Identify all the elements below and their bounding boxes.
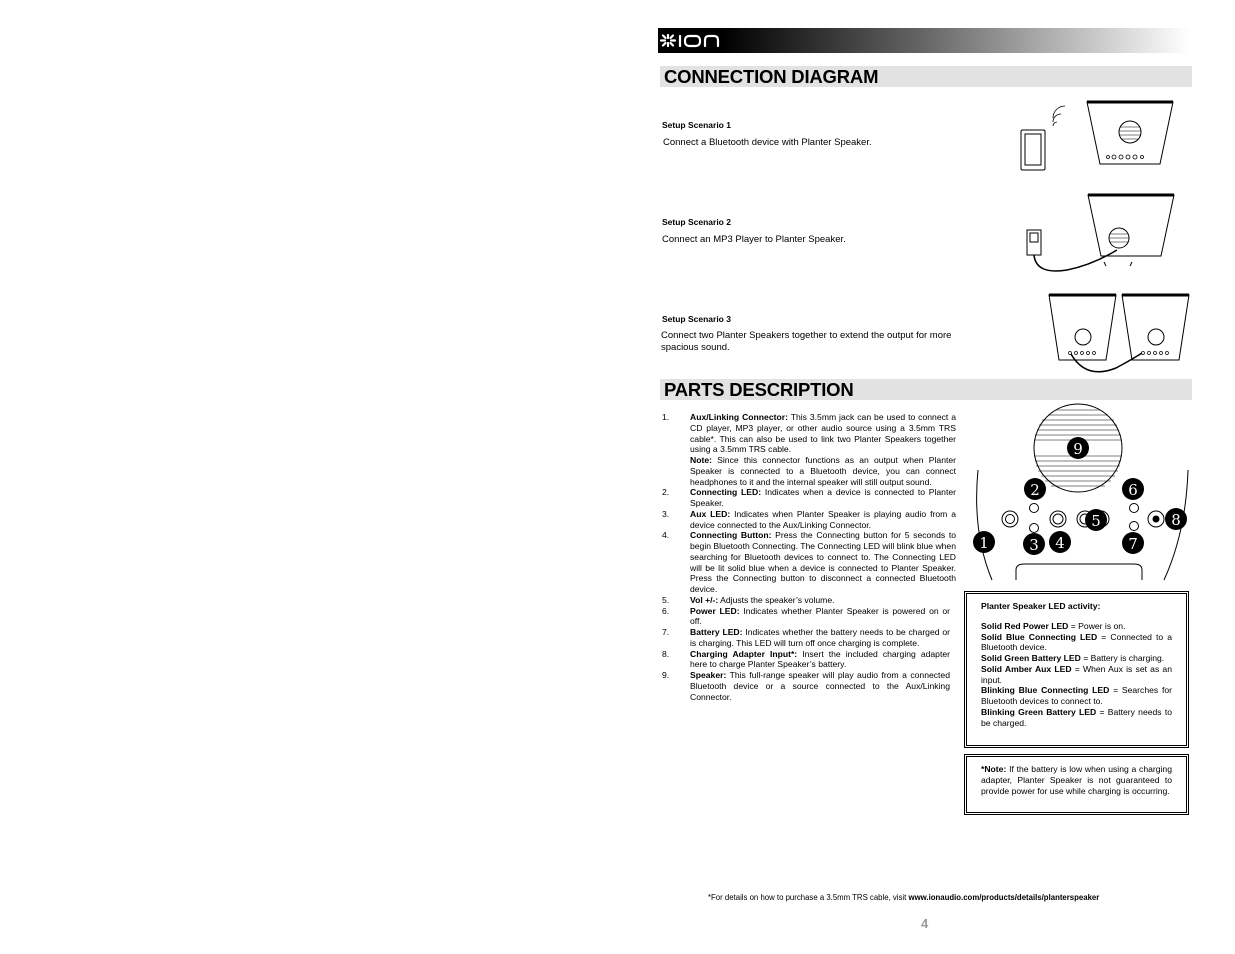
callout-3: 3 bbox=[1029, 536, 1039, 554]
list-item: 9. Speaker: This full-range speaker will play audio from a connected Bluetooth device or a source connected to the Aux/Linking Connector. bbox=[662, 670, 950, 702]
aux-connector-jack bbox=[1002, 511, 1018, 527]
callout-1: 1 bbox=[979, 534, 989, 552]
led-row: Solid Green Battery LED = Battery is charging. bbox=[981, 653, 1165, 663]
planter-speaker bbox=[1088, 195, 1174, 256]
led-row: Blinking Green Battery LED = Battery needs to be charged. bbox=[981, 706, 1172, 728]
scenario-3-text: Connect two Planter Speakers together to extend the output for more spacious sound. bbox=[661, 330, 952, 353]
scenario-1-illustration bbox=[1015, 96, 1193, 178]
aux-led bbox=[1030, 524, 1039, 533]
scenario-1-heading: Setup Scenario 1 bbox=[662, 120, 731, 130]
connecting-button bbox=[1050, 511, 1066, 527]
parts-description-bar bbox=[660, 379, 1192, 400]
power-led bbox=[1130, 504, 1139, 513]
battery-note-box: *Note: If the battery is low when using a charging adapter, Planter Speaker is not guaranteed to provide power for use while charging is occurring. bbox=[964, 754, 1189, 815]
scenario-3-heading: Setup Scenario 3 bbox=[662, 314, 731, 324]
list-item: 4. Connecting Button: Press the Connecting button for 5 seconds to begin Bluetooth Connecting. The Connecting LED will blink blue when searching for Bluetooth devices to connect to. The Connecting LED will be lit solid blue when a device is connected to Planter Speaker. Press the Connecting button to disconnect a connected Bluetooth device. bbox=[662, 530, 956, 594]
callout-2: 2 bbox=[1030, 481, 1040, 499]
footnote-link[interactable]: www.ionaudio.com/products/details/planterspeaker bbox=[908, 893, 1100, 902]
led-row: Solid Amber Aux LED = When Aux is set as an input. bbox=[981, 663, 1172, 685]
connecting-led bbox=[1030, 504, 1039, 513]
page-number: 4 bbox=[921, 916, 929, 931]
bluetooth-waves-icon bbox=[1053, 106, 1065, 126]
parts-list bbox=[662, 412, 956, 702]
header-banner bbox=[658, 28, 1190, 53]
led-box-title: Planter Speaker LED activity: bbox=[981, 601, 1101, 611]
connection-diagram-title: CONNECTION DIAGRAM bbox=[664, 66, 879, 87]
planter-speaker bbox=[1087, 102, 1173, 164]
list-item: 3. Aux LED: Indicates when Planter Speaker is playing audio from a device connected to the Aux/Linking Connector. bbox=[662, 508, 956, 530]
callout-9: 9 bbox=[1073, 440, 1083, 458]
scenario-3-illustration bbox=[1046, 290, 1192, 374]
callout-5: 5 bbox=[1091, 512, 1101, 530]
scenario-1-text: Connect a Bluetooth device with Planter Speaker. bbox=[663, 137, 872, 148]
callout-4: 4 bbox=[1055, 534, 1065, 552]
ion-logo bbox=[658, 28, 738, 53]
aux-cable bbox=[1034, 250, 1117, 271]
parts-description-title: PARTS DESCRIPTION bbox=[664, 379, 854, 400]
scenario-2-text: Connect an MP3 Player to Planter Speaker. bbox=[662, 234, 846, 245]
list-item: 6. Power LED: Indicates whether Planter Speaker is powered on or off. bbox=[662, 605, 950, 627]
speaker-body-left-edge bbox=[977, 470, 992, 580]
callout-8: 8 bbox=[1171, 511, 1181, 529]
parts-diagram bbox=[964, 402, 1192, 584]
list-item: 1. Aux/Linking Connector: This 3.5mm jack can be used to connect a CD player, MP3 player, or other audio source using a 3.5mm TRS cable*. This can also be used to link two Planter Speakers together using a 3.5mm TRS cable. Note: Since this connector functions as an output when Planter Speaker is connected to a Bluetooth device, you can connect headphones to it and the internal speaker will still output sound. bbox=[662, 412, 956, 487]
led-row: Solid Red Power LED = Power is on. bbox=[981, 620, 1126, 631]
list-item: 5. Vol +/-: Adjusts the speaker’s volume. bbox=[662, 594, 835, 605]
scenario-2-heading: Setup Scenario 2 bbox=[662, 217, 731, 227]
callout-7: 7 bbox=[1128, 535, 1138, 553]
connection-diagram-bar bbox=[660, 66, 1192, 87]
led-activity-box bbox=[964, 591, 1189, 748]
callout-6: 6 bbox=[1128, 481, 1138, 499]
planter-speaker-left bbox=[1049, 295, 1116, 360]
scenario-2-illustration bbox=[1022, 190, 1192, 272]
list-item: 8. Charging Adapter Input*: Insert the included charging adapter here to charge Planter Speaker’s battery. bbox=[662, 648, 950, 670]
led-row: Blinking Blue Connecting LED = Searches for Bluetooth devices to connect to. bbox=[981, 685, 1172, 706]
list-item: 2. Connecting LED: Indicates when a device is connected to Planter Speaker. bbox=[662, 487, 956, 508]
planter-speaker-right bbox=[1122, 295, 1189, 360]
led-row: Solid Blue Connecting LED = Connected to a Bluetooth device. bbox=[981, 631, 1172, 653]
battery-led bbox=[1130, 522, 1139, 531]
list-item: 7. Battery LED: Indicates whether the battery needs to be charged or is charging. This LED will turn off once charging is complete. bbox=[662, 627, 950, 648]
footnote: *For details on how to purchase a 3.5mm TRS cable, visit www.ionaudio.com/products/details/planterspeaker bbox=[708, 893, 1100, 902]
